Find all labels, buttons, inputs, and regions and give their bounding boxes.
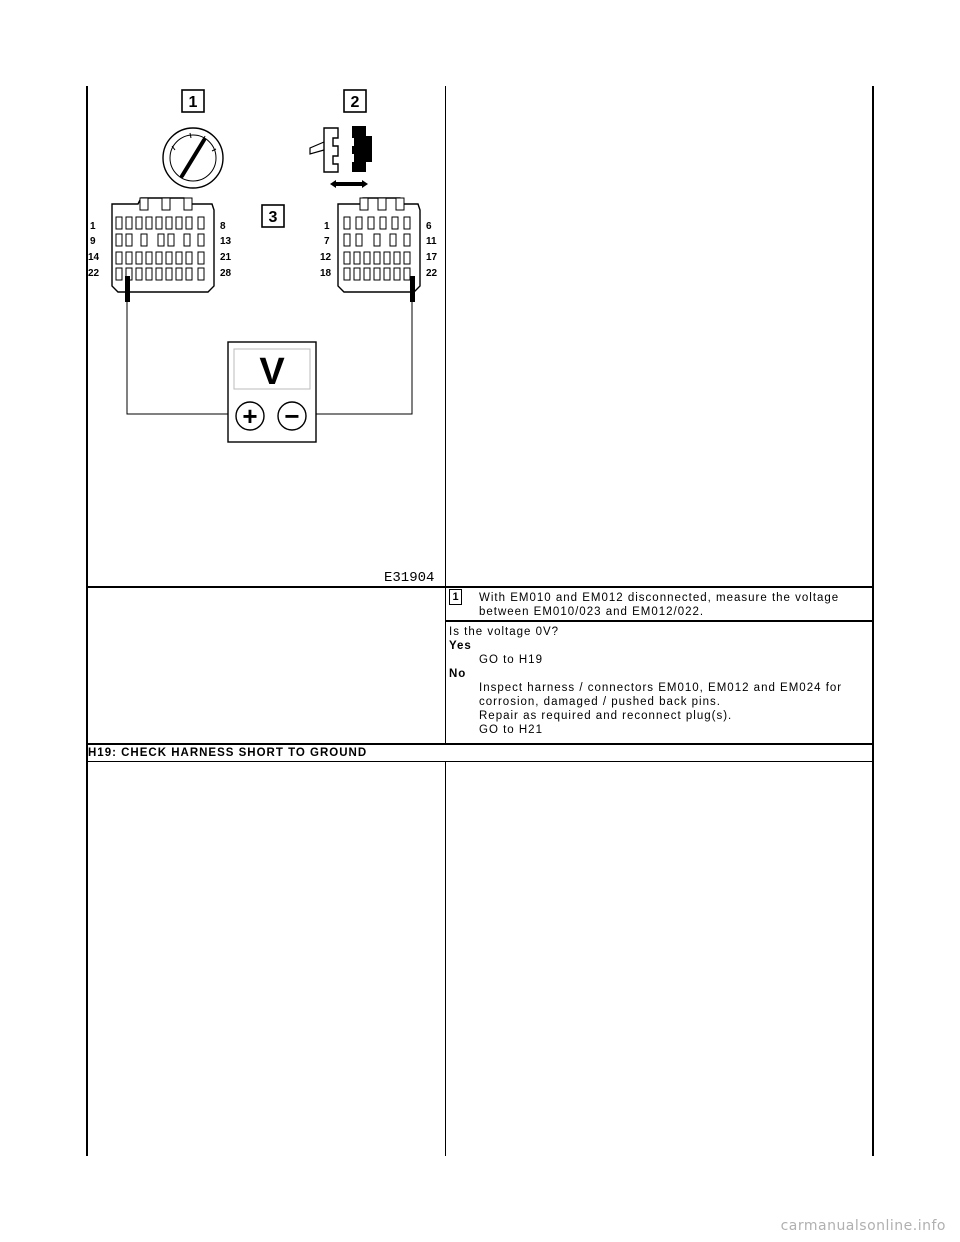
row-divider-section bbox=[86, 761, 874, 762]
step-instruction-line2: between EM010/023 and EM012/022. bbox=[479, 606, 705, 618]
callout-2 bbox=[344, 90, 366, 112]
section-title: H19: CHECK HARNESS SHORT TO GROUND bbox=[88, 747, 368, 759]
row-divider-question bbox=[86, 743, 874, 745]
table-middle-border-lower bbox=[445, 762, 446, 1156]
row-divider-figure bbox=[86, 586, 874, 588]
connector-em010 bbox=[112, 198, 214, 302]
pin-label: 7 bbox=[324, 236, 330, 247]
figure-image-id: E31904 bbox=[384, 570, 435, 586]
answer-no-line1: Inspect harness / connectors EM010, EM012 and EM024 for bbox=[479, 682, 843, 694]
callout-1 bbox=[182, 90, 204, 112]
voltmeter-minus: − bbox=[284, 401, 300, 431]
pin-label: 13 bbox=[220, 236, 232, 247]
pin-label: 1 bbox=[324, 221, 330, 232]
pin-label: 18 bbox=[320, 268, 332, 279]
step-instruction-line1: With EM010 and EM012 disconnected, measure the voltage bbox=[479, 592, 840, 604]
callout-2-label: 2 bbox=[350, 94, 360, 111]
question-prompt: Is the voltage 0V? bbox=[449, 626, 560, 638]
row-divider-step bbox=[445, 620, 874, 622]
answer-yes-label: Yes bbox=[449, 640, 472, 652]
voltmeter-icon bbox=[228, 342, 316, 442]
callout-3 bbox=[262, 205, 284, 227]
voltmeter-plus: + bbox=[242, 401, 258, 431]
pin-label: 21 bbox=[220, 252, 232, 263]
answer-yes-action[interactable]: GO to H19 bbox=[479, 654, 543, 666]
pin-label: 12 bbox=[320, 252, 332, 263]
voltmeter-symbol: V bbox=[259, 351, 285, 393]
probe-wire-negative bbox=[306, 302, 412, 414]
wiring-diagram bbox=[86, 86, 446, 586]
pin-label: 9 bbox=[90, 236, 96, 247]
pin-label: 1 bbox=[90, 221, 96, 232]
pin-label: 14 bbox=[88, 252, 100, 263]
page-footer bbox=[0, 1200, 960, 1242]
ignition-switch-icon bbox=[163, 128, 223, 188]
step-number-badge: 1 bbox=[449, 589, 462, 605]
pin-label: 17 bbox=[426, 252, 438, 263]
callout-1-label: 1 bbox=[188, 94, 198, 111]
answer-no-action[interactable]: GO to H21 bbox=[479, 724, 543, 736]
disconnect-plug-icon bbox=[310, 126, 372, 188]
answer-no-line2: corrosion, damaged / pushed back pins. bbox=[479, 696, 721, 708]
pin-label: 22 bbox=[426, 268, 438, 279]
pin-label: 6 bbox=[426, 221, 432, 232]
watermark-text[interactable]: carmanualsonline.info bbox=[780, 1218, 946, 1234]
connector-em012 bbox=[338, 198, 420, 302]
answer-no-line3: Repair as required and reconnect plug(s). bbox=[479, 710, 733, 722]
pin-label: 22 bbox=[88, 268, 100, 279]
probe-wire-positive bbox=[127, 302, 234, 414]
callout-3-label: 3 bbox=[268, 209, 278, 226]
pin-label: 28 bbox=[220, 268, 232, 279]
pin-label: 8 bbox=[220, 221, 226, 232]
pin-label: 11 bbox=[426, 236, 437, 247]
answer-no-label: No bbox=[449, 668, 467, 680]
